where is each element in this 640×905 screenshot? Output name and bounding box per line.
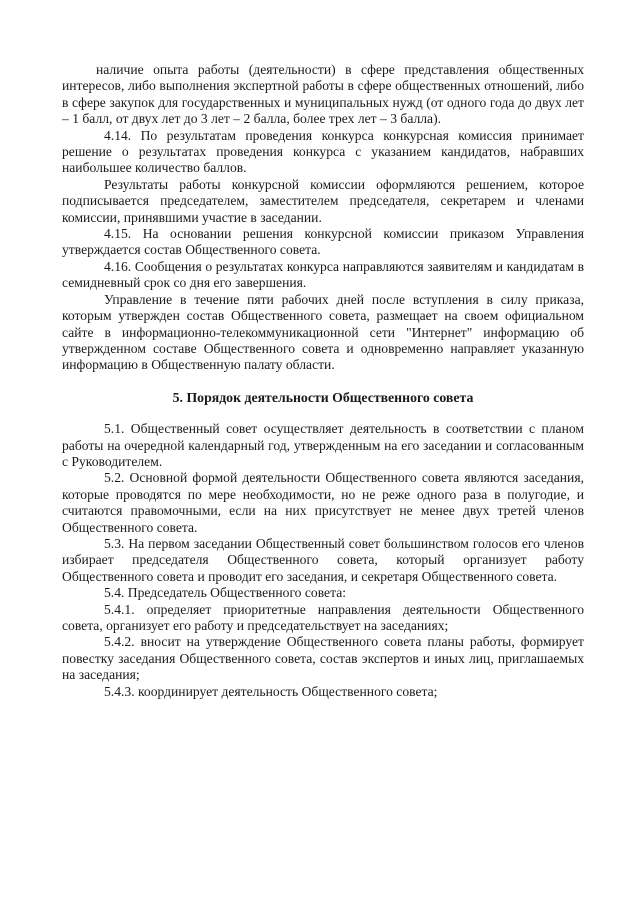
paragraph-5-4-3: 5.4.3. координирует деятельность Общественного совета; <box>104 683 438 699</box>
paragraph-5-1: 5.1. Общественный совет осуществляет деятельность в соответствии с планом работы на очередной календарный год, утвержденным на его заседании и согласованным с Руководителем. <box>62 421 584 469</box>
paragraph-5-3: 5.3. На первом заседании Общественный совет большинством голосов его членов избирает председателя Общественного совета, который организует работу Общественного совета и проводит его заседания, и секретаря Общественного совета. <box>62 535 584 584</box>
document-page <box>62 62 584 700</box>
section-heading: 5. Порядок деятельности Общественного совета <box>172 389 474 405</box>
paragraph-5-2: 5.2. Основной формой деятельности Общественного совета являются заседания, которые проводятся по мере необходимости, но не реже одного раза в полугодие, и считаются правомочными, если на них присутствует не менее двух третей членов Общественного совета. <box>62 470 584 535</box>
paragraph-4-15: 4.15. На основании решения конкурсной комиссии приказом Управления утверждается состав Общественного совета. <box>62 226 584 258</box>
paragraph-4-16: 4.16. Сообщения о результатах конкурса направляются заявителям и кандидатам в семидневный срок со дня его завершения. <box>62 258 584 291</box>
paragraph-5-4: 5.4. Председатель Общественного совета: <box>104 585 346 601</box>
paragraph-experience-criterion: наличие опыта работы (деятельности) в сфере представления общественных интересов, либо выполнения экспертной работы в сфере общественных отношений, либо в сфере закупок для государственных и муниципальных нужд (от одного года до двух лет – 1 балл, от двух лет до 3 лет – 2 балла, более трех лет – 3 балла). <box>62 62 584 127</box>
paragraph-5-4-1: 5.4.1. определяет приоритетные направления деятельности Общественного совета, организует его работу и председательствует на заседаниях; <box>62 601 584 633</box>
paragraph-5-4-2: 5.4.2. вносит на утверждение Общественного совета планы работы, формирует повестку заседания Общественного совета, состав экспертов и иных лиц, приглашаемых на заседания; <box>62 634 584 683</box>
paragraph-4-14: 4.14. По результатам проведения конкурса конкурсная комиссия принимает решение о результатах проведения конкурса с указанием кандидатов, набравших наибольшее количество баллов. <box>62 127 584 176</box>
paragraph-publication: Управление в течение пяти рабочих дней после вступления в силу приказа, которым утвержден состав Общественного совета, размещает на своем официальном сайте в информационно-телекоммуникационной сети "Интернет" информацию об утвержденном составе Общественного совета и одновременно направляет указанную информацию в Общественную палату области. <box>62 291 584 373</box>
paragraph-commission-results: Результаты работы конкурсной комиссии оформляются решением, которое подписывается председателем, заместителем председателя, секретарем и членами комиссии, принявшими участие в заседании. <box>62 176 584 225</box>
